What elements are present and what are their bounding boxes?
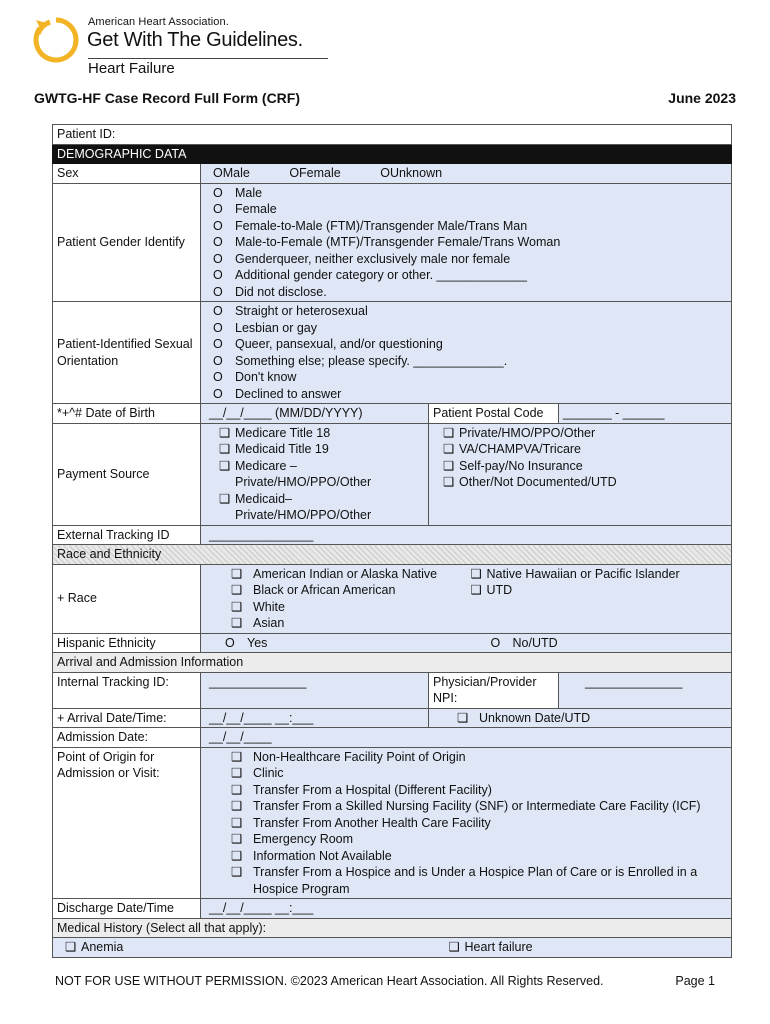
orientation-option[interactable]: O Declined to answer <box>213 386 342 401</box>
payment-option[interactable]: ❑ Medicaid Title 19 <box>219 442 329 456</box>
hispanic-no-option[interactable]: O No/UTD <box>429 633 732 653</box>
sex-option-female[interactable]: OFemale <box>289 166 341 180</box>
internal-tracking-label: Internal Tracking ID: <box>53 672 201 708</box>
history-heart-failure-option[interactable]: ❑ Heart failure <box>379 938 732 958</box>
gwtg-ring-icon <box>32 16 80 64</box>
sex-options <box>201 164 732 184</box>
gender-identity-label: Patient Gender Identify <box>53 183 201 302</box>
logo-module-name: Heart Failure <box>88 60 175 77</box>
sexual-orientation-label: Patient-Identified Sexual Orientation <box>53 302 201 404</box>
postal-code-label: Patient Postal Code <box>429 404 559 424</box>
race-options-right <box>429 564 732 633</box>
dob-field[interactable]: __/__/____ (MM/DD/YYYY) <box>201 404 429 424</box>
internal-tracking-field[interactable]: ______________ <box>201 672 429 708</box>
origin-option[interactable]: ❑ Information Not Available <box>231 848 392 863</box>
gender-option[interactable]: O Genderqueer, neither exclusively male nor female <box>213 251 511 266</box>
discharge-datetime-field[interactable]: __/__/____ __:___ <box>201 899 732 919</box>
payment-option[interactable]: ❑ Medicare Title 18 <box>219 425 331 440</box>
race-option[interactable]: ❑ American Indian or Alaska Native <box>231 566 438 581</box>
page-number: Page 1 <box>675 974 715 988</box>
arrival-datetime-field[interactable]: __/__/____ __:___ <box>201 708 429 728</box>
gender-option[interactable]: O Female <box>213 202 277 216</box>
race-ethnicity-header: Race and Ethnicity <box>53 545 732 565</box>
aha-gwtg-logo <box>32 14 322 77</box>
payment-source-label: Payment Source <box>53 423 201 525</box>
medical-history-header: Medical History (Select all that apply): <box>53 918 732 938</box>
orientation-option[interactable]: O Queer, pansexual, and/or questioning <box>213 337 443 351</box>
gender-identity-options <box>201 183 732 302</box>
sex-option-male[interactable]: OMale <box>213 166 250 180</box>
payment-option[interactable]: ❑ VA/CHAMPVA/Tricare <box>443 442 582 456</box>
gender-option[interactable]: O Male-to-Female (MTF)/Transgender Female/Trans Woman <box>213 235 561 249</box>
point-of-origin-label: Point of Origin for Admission or Visit: <box>53 747 201 899</box>
patient-id-field[interactable]: Patient ID: <box>53 125 732 145</box>
orientation-option[interactable]: O Straight or heterosexual <box>213 304 368 318</box>
origin-option[interactable]: ❑ Non-Healthcare Facility Point of Origin <box>231 749 466 764</box>
point-of-origin-options <box>201 747 732 899</box>
orientation-option[interactable]: O Lesbian or gay <box>213 320 318 335</box>
payment-options-right <box>429 423 732 525</box>
race-option[interactable]: ❑ Black or African American <box>231 583 396 597</box>
provider-npi-field[interactable]: ______________ <box>559 672 732 708</box>
race-options-left <box>201 564 438 633</box>
logo-program-name: Get With The Guidelines. <box>87 29 303 51</box>
sex-option-unknown[interactable]: OUnknown <box>380 166 443 180</box>
payment-option[interactable]: ❑ Medicare – Private/HMO/PPO/Other <box>219 458 372 489</box>
sexual-orientation-options <box>201 302 732 404</box>
form-title: GWTG-HF Case Record Full Form (CRF) <box>34 90 300 106</box>
origin-option[interactable]: ❑ Clinic <box>231 766 284 780</box>
hispanic-ethnicity-label: Hispanic Ethnicity <box>53 633 201 653</box>
history-anemia-option[interactable]: ❑ Anemia <box>53 938 379 958</box>
logo-org-name: American Heart Association. <box>88 16 229 28</box>
demographic-header: DEMOGRAPHIC DATA <box>53 144 732 164</box>
race-label: + Race <box>53 564 201 633</box>
origin-option[interactable]: ❑ Transfer From a Hospital (Different Facility) <box>231 782 492 797</box>
origin-option[interactable]: ❑ Transfer From Another Health Care Facility <box>231 815 491 830</box>
logo-divider <box>88 58 328 59</box>
external-tracking-field[interactable]: _______________ <box>201 525 732 545</box>
case-record-form <box>52 124 732 958</box>
payment-option[interactable]: ❑ Private/HMO/PPO/Other <box>443 425 596 440</box>
payment-options-left <box>201 423 429 525</box>
form-date: June 2023 <box>668 90 736 106</box>
orientation-option[interactable]: O Don't know <box>213 370 297 384</box>
provider-npi-label: Physician/Provider NPI: <box>429 672 559 708</box>
race-option[interactable]: ❑ Native Hawaiian or Pacific Islander <box>470 566 680 581</box>
arrival-unknown-option[interactable]: ❑ Unknown Date/UTD <box>429 708 732 728</box>
gender-option[interactable]: O Additional gender category or other. _____________ <box>213 268 527 282</box>
admission-date-label: Admission Date: <box>53 728 201 748</box>
orientation-option[interactable]: O Something else; please specify. _____________. <box>213 353 508 368</box>
origin-option[interactable]: ❑ Emergency Room <box>231 832 354 846</box>
gender-option[interactable]: O Female-to-Male (FTM)/Transgender Male/Trans Man <box>213 218 528 233</box>
origin-option[interactable]: ❑ Transfer From a Skilled Nursing Facility (SNF) or Intermediate Care Facility (ICF) <box>231 799 701 813</box>
race-option[interactable]: ❑ White <box>231 599 285 614</box>
sex-label: Sex <box>53 164 201 184</box>
race-option[interactable]: ❑ UTD <box>470 583 513 597</box>
payment-option[interactable]: ❑ Self-pay/No Insurance <box>443 458 583 473</box>
dob-label: *+^# Date of Birth <box>53 404 201 424</box>
copyright-notice: NOT FOR USE WITHOUT PERMISSION. ©2023 American Heart Association. All Rights Reserved. <box>55 974 604 988</box>
origin-option[interactable]: ❑ Transfer From a Hospice and is Under a Hospice Plan of Care or is Enrolled in a Hospice Program <box>231 865 698 896</box>
gender-option[interactable]: O Male <box>213 185 263 200</box>
postal-code-field[interactable]: _______ - ______ <box>559 404 732 424</box>
arrival-datetime-label: + Arrival Date/Time: <box>53 708 201 728</box>
external-tracking-label: External Tracking ID <box>53 525 201 545</box>
race-option[interactable]: ❑ Asian <box>231 616 285 630</box>
payment-option[interactable]: ❑ Other/Not Documented/UTD <box>443 475 617 489</box>
arrival-admission-header: Arrival and Admission Information <box>53 653 732 673</box>
discharge-datetime-label: Discharge Date/Time <box>53 899 201 919</box>
gender-option[interactable]: O Did not disclose. <box>213 284 327 299</box>
payment-option[interactable]: ❑ Medicaid– Private/HMO/PPO/Other <box>219 491 372 522</box>
admission-date-field[interactable]: __/__/____ <box>201 728 732 748</box>
hispanic-yes-option[interactable]: O Yes <box>201 633 429 653</box>
